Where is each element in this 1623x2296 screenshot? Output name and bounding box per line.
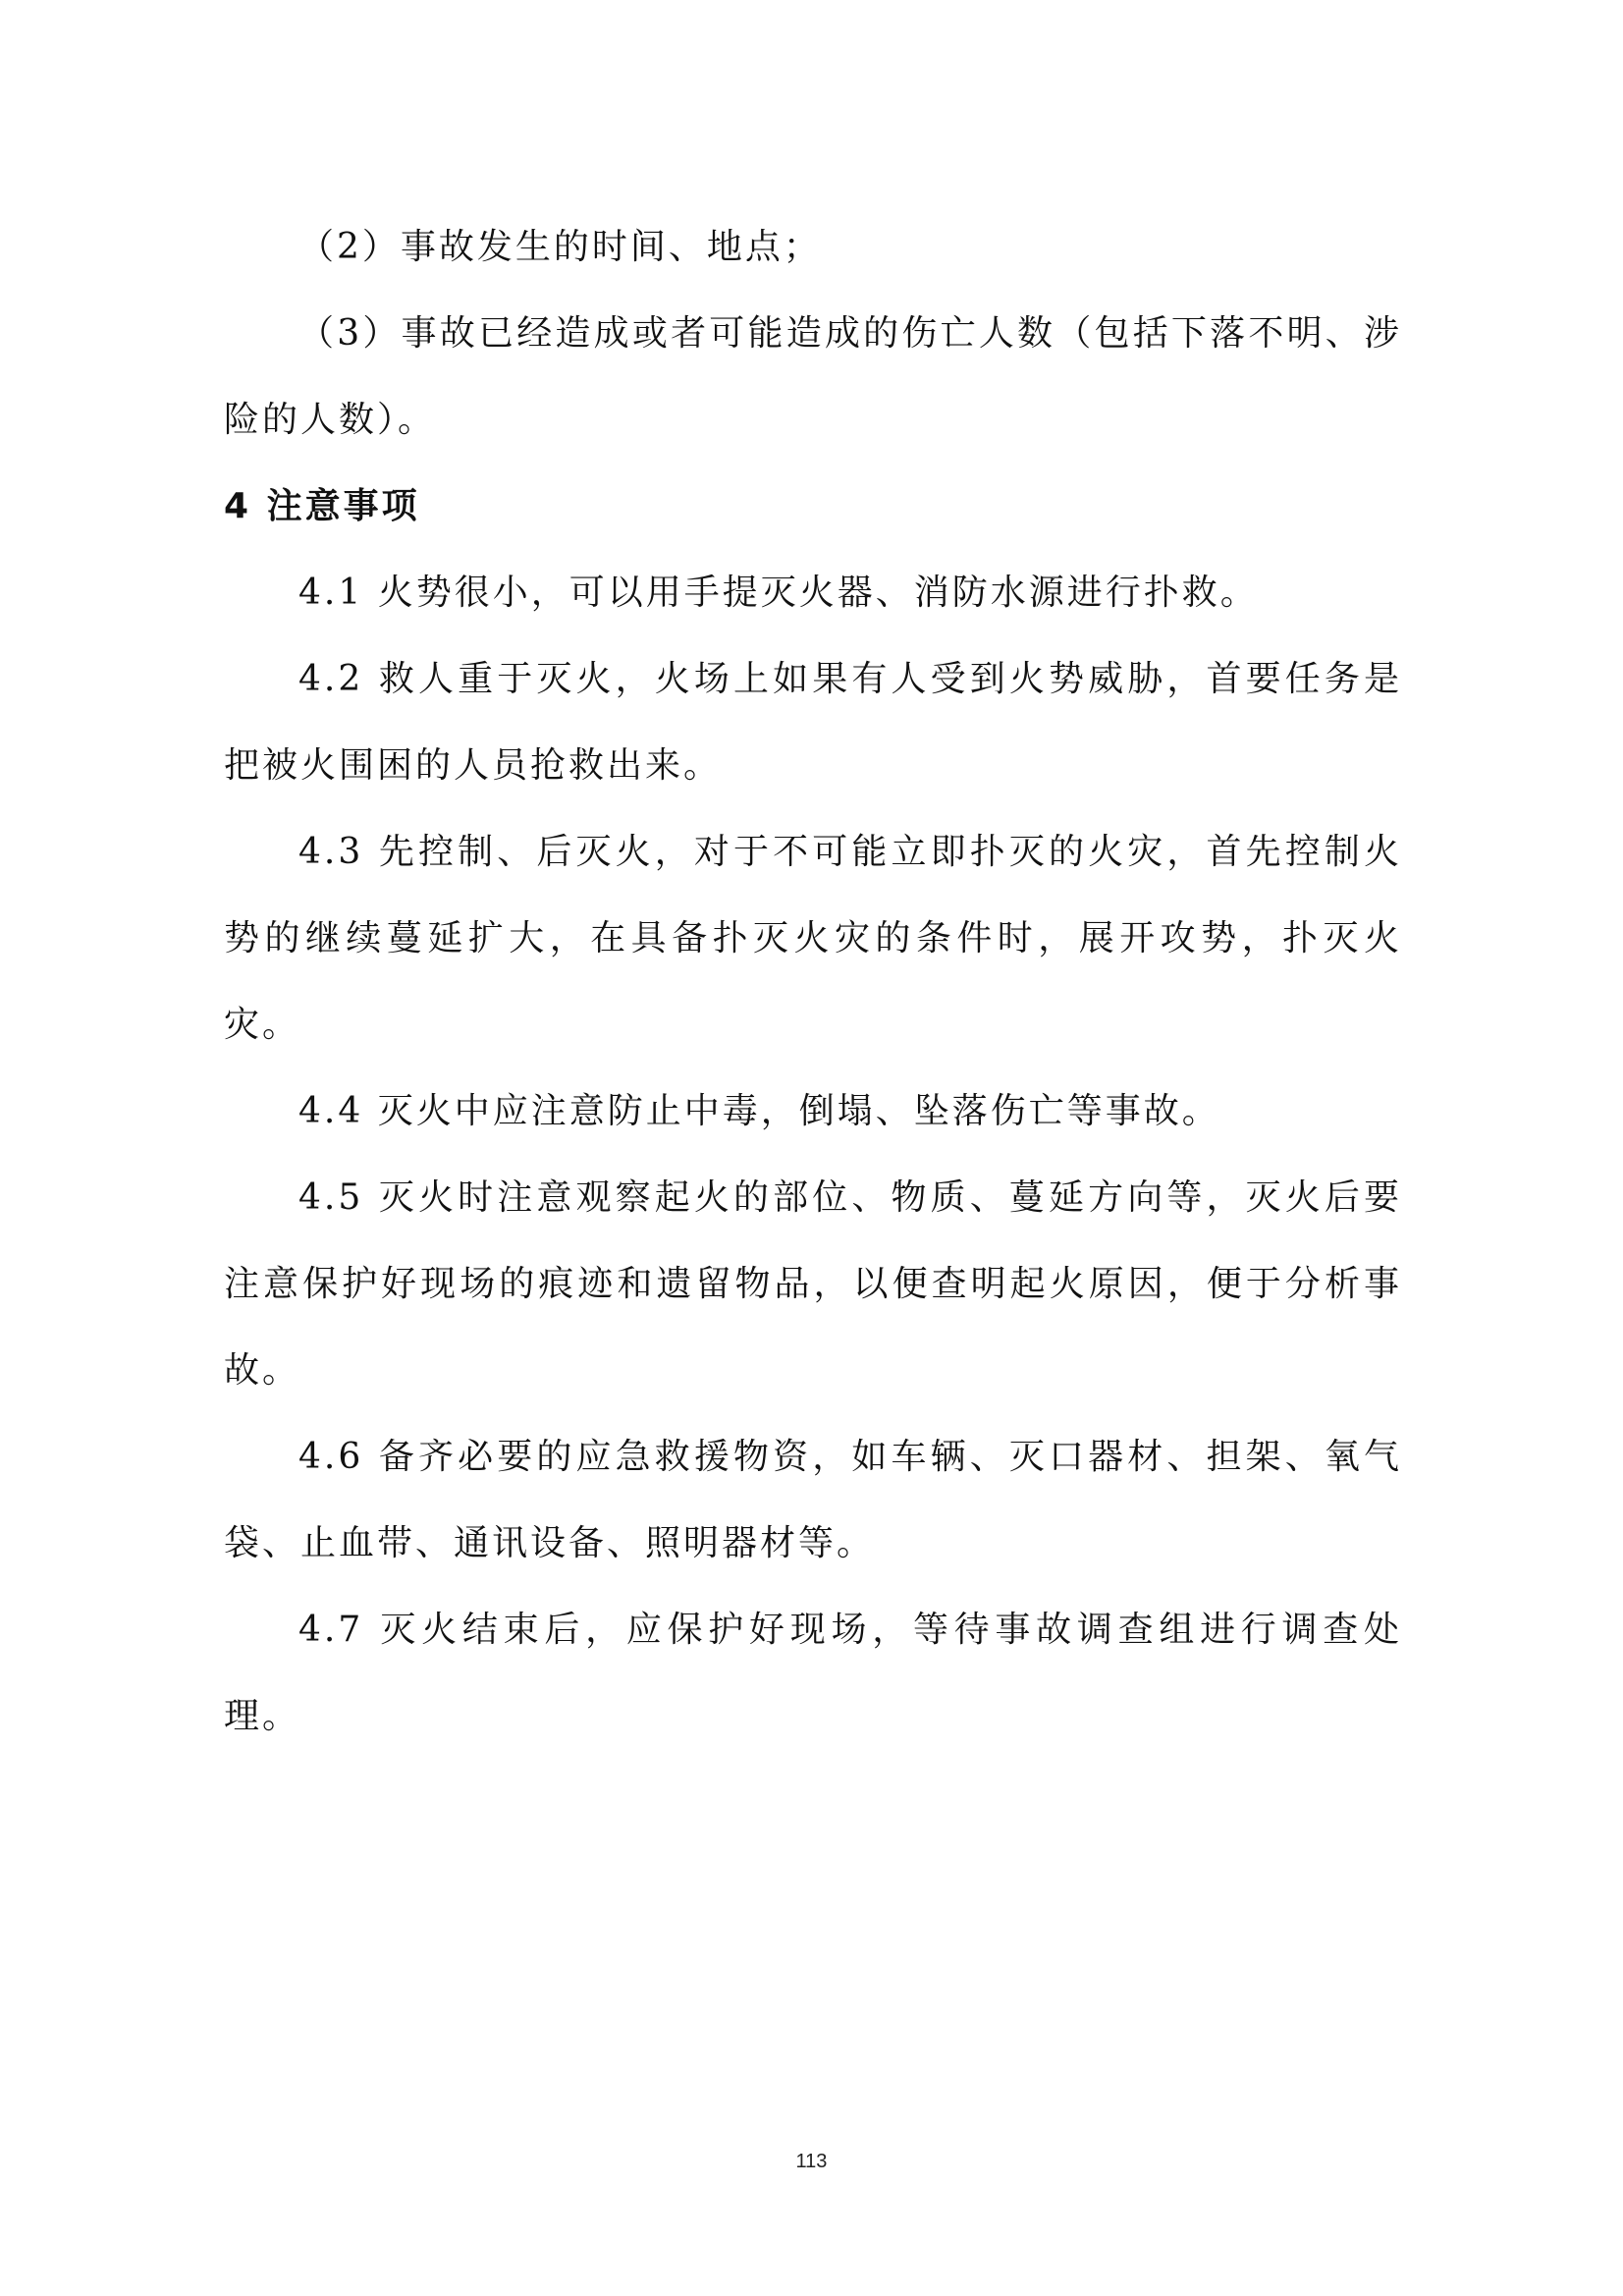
paragraph-4-1: 4.1 火势很小，可以用手提灭火器、消防水源进行扑救。 (298, 573, 1259, 613)
section-heading: 4 注意事项 (224, 486, 420, 526)
paragraph-4-7: 4.7 灭火结束后，应保护好现场，等待事故调查组进行调查处理。 (224, 1610, 1402, 1736)
paragraph-item-2: （2）事故发生的时间、地点； (298, 227, 822, 267)
paragraph-4-6: 4.6 备齐必要的应急救援物资，如车辆、灭口器材、担架、氧气袋、止血带、通讯设备、照明器材等。 (224, 1437, 1402, 1563)
document-body (224, 204, 1402, 1760)
paragraph-4-4: 4.4 灭火中应注意防止中毒，倒塌、坠落伤亡等事故。 (298, 1091, 1220, 1131)
paragraph-4-2: 4.2 救人重于灭火，火场上如果有人受到火势威胁，首要任务是把被火围困的人员抢救出来。 (224, 659, 1402, 786)
paragraph-item-3: （3）事故已经造成或者可能造成的伤亡人数（包括下落不明、涉险的人数）。 (224, 313, 1402, 440)
paragraph-4-5: 4.5 灭火时注意观察起火的部位、物质、蔓延方向等，灭火后要注意保护好现场的痕迹和遗留物品，以便查明起火原因，便于分析事故。 (224, 1177, 1402, 1391)
paragraph-4-3: 4.3 先控制、后灭火，对于不可能立即扑灭的火灾，首先控制火势的继续蔓延扩大，在具备扑灭火灾的条件时，展开攻势，扑灭火灾。 (224, 832, 1402, 1045)
page-number: 113 (795, 2151, 828, 2172)
